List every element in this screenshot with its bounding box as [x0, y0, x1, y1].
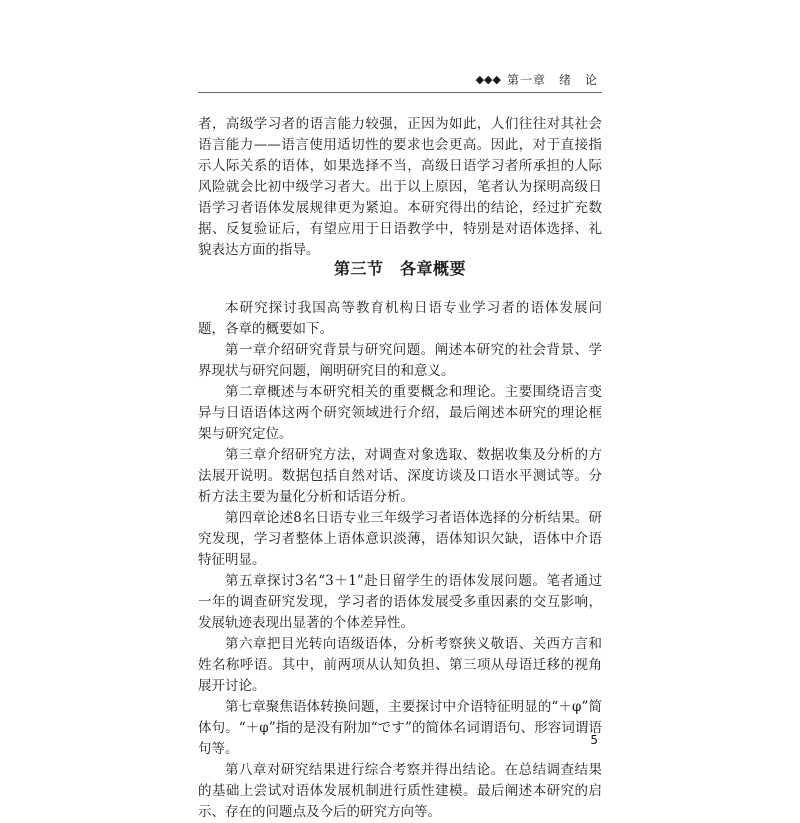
chapter-title: 第一章 绪 论	[506, 73, 598, 87]
paragraph-chapter-4: 第四章论述8名日语专业三年级学习者语体选择的分析结果。研究发现，学习者整体上语体意识淡薄，语体知识欠缺，语体中介语特征明显。	[198, 510, 602, 568]
paragraph-chapter-1: 第一章介绍研究背景与研究问题。阐述本研究的社会背景、学界现状与研究问题，阐明研究目的和意义。	[198, 342, 602, 379]
paragraph-chapter-8: 第八章对研究结果进行综合考察并得出结论。在总结调查结果的基础上尝试对语体发展机制进行质性建模。最后阐述本研究的启示、存在的问题点及今后的研究方向等。	[198, 762, 602, 820]
header-divider	[198, 92, 602, 93]
diamond-ornament-icon: ◆◆◆	[475, 73, 501, 86]
continuation-paragraph-block	[198, 114, 602, 261]
section-title: 第三节 各章概要	[333, 259, 466, 278]
paragraph-intro: 本研究探讨我国高等教育机构日语专业学习者的语体发展问题，各章的概要如下。	[198, 300, 602, 337]
section-body	[198, 298, 602, 823]
paragraph-chapter-7: 第七章聚焦语体转换问题，主要探讨中介语特征明显的“＋φ”简体句。“＋φ”指的是没有附加“です”的简体名词谓语句、形容词谓语句等。	[198, 699, 602, 757]
paragraph-chapter-6: 第六章把目光转向语级语体，分析考察狭义敬语、关西方言和姓名称呼语。其中，前两项从认知负担、第三项从母语迁移的视角展开讨论。	[198, 636, 602, 694]
continuation-paragraph: 者，高级学习者的语言能力较强，正因为如此，人们往往对其社会语言能力——语言使用适切性的要求也会更高。因此，对于直接指示人际关系的语体，如果选择不当，高级日语学习者所承担的人际风险就会比初中级学习者大。出于以上原因，笔者认为探明高级日语学习者语体发展规律更为紧迫。本研究得出的结论，经过扩充数据、反复验证后，有望应用于日语教学中，特别是对语体选择、礼貌表达方面的指导。	[198, 116, 602, 258]
page-number: 5	[590, 733, 598, 747]
paragraph-chapter-2: 第二章概述与本研究相关的重要概念和理论。主要围绕语言变异与日语语体这两个研究领域进行介绍，最后阐述本研究的理论框架与研究定位。	[198, 384, 602, 442]
paragraph-chapter-5: 第五章探讨3名“3＋1”赴日留学生的语体发展问题。笔者通过一年的调查研究发现，学习者的语体发展受多重因素的交互影响，发展轨迹表现出显著的个体差异性。	[198, 573, 602, 631]
paragraph-chapter-3: 第三章介绍研究方法，对调查对象选取、数据收集及分析的方法展开说明。数据包括自然对话、深度访谈及口语水平测试等。分析方法主要为量化分析和话语分析。	[198, 447, 602, 505]
running-header	[476, 71, 598, 88]
